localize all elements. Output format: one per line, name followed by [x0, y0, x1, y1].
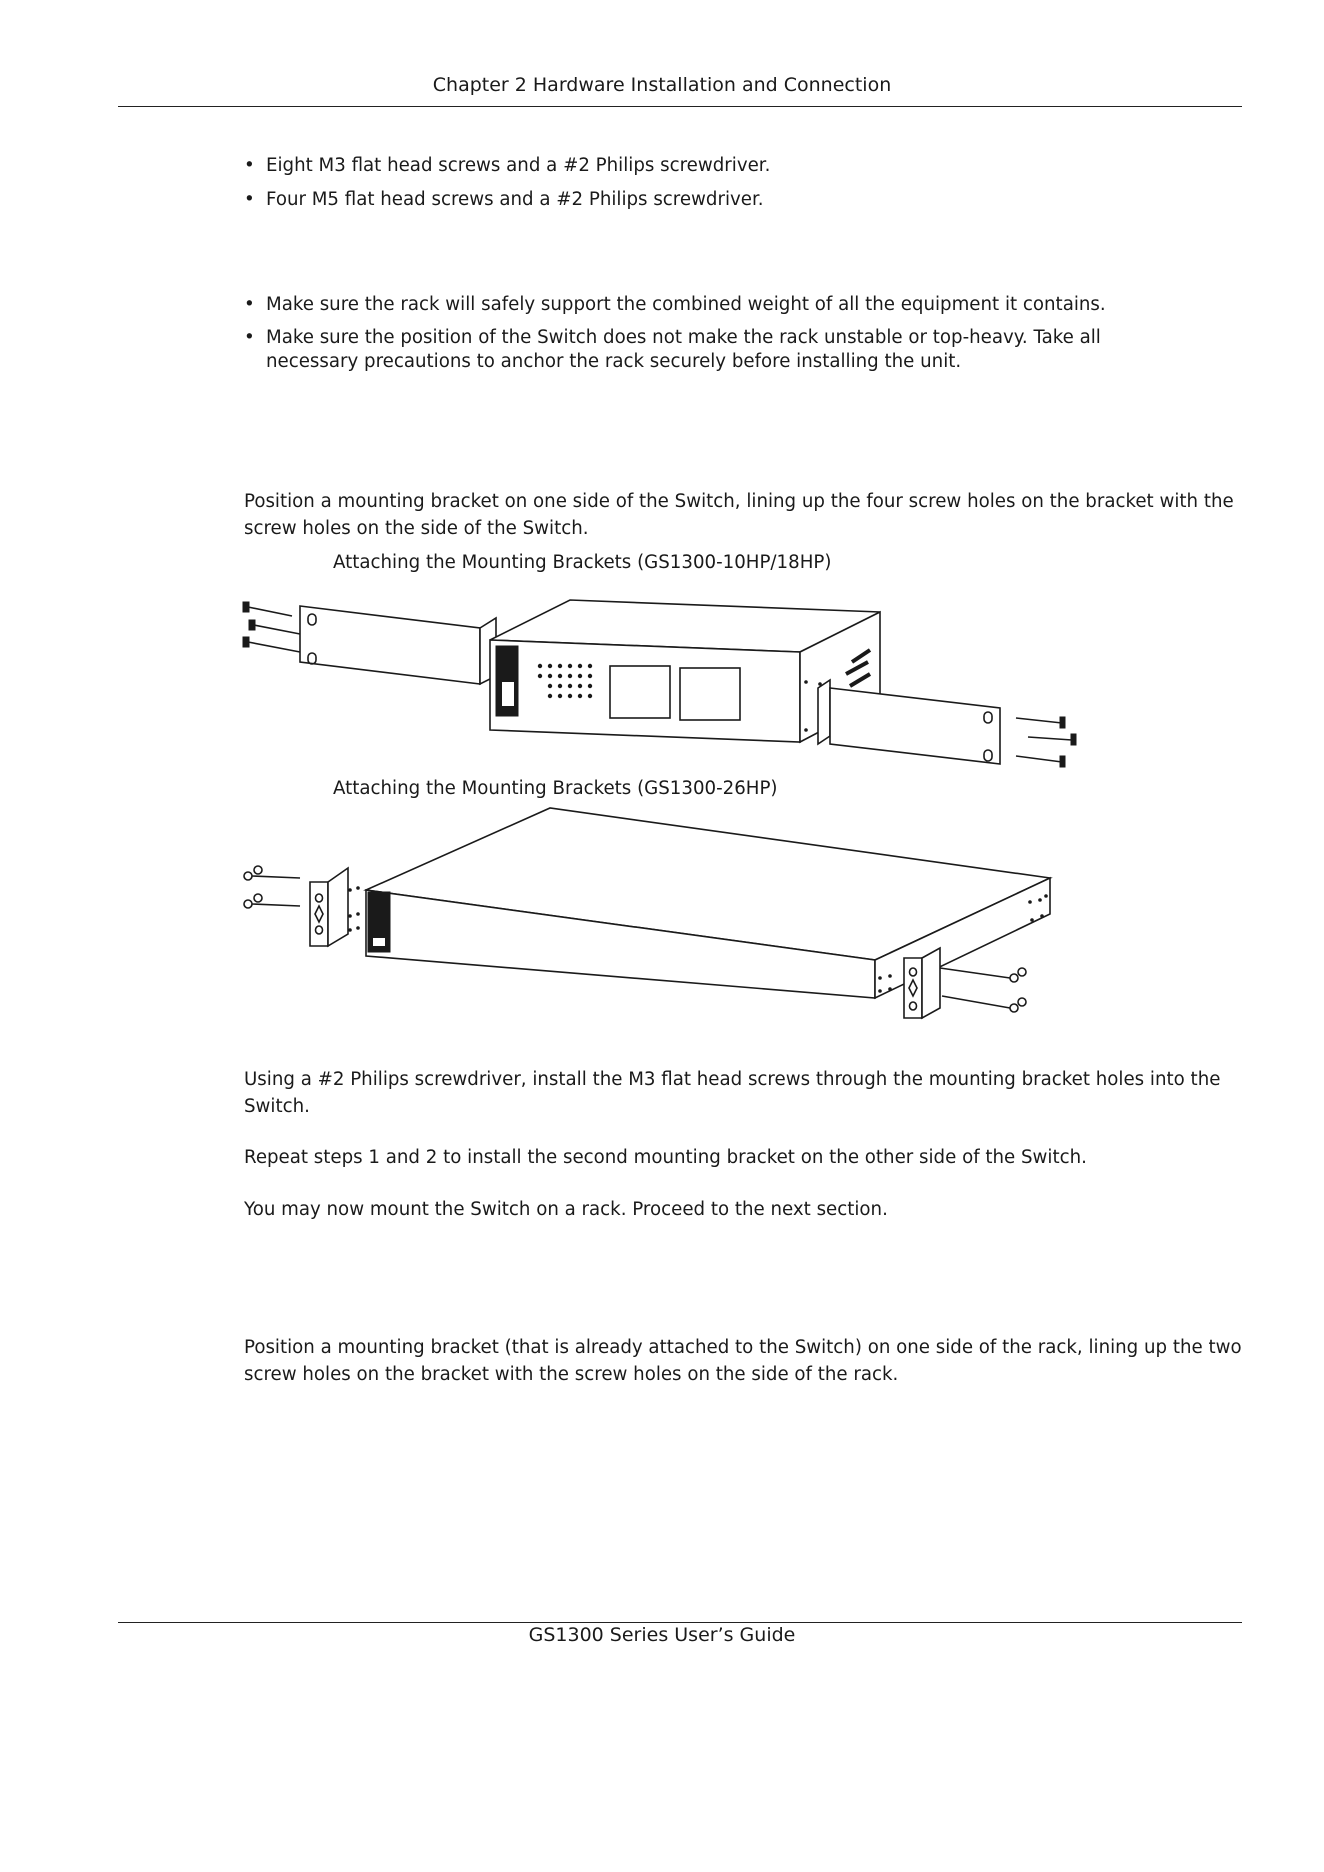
step-proceed: You may now mount the Switch on a rack. Proceed to the next section.: [244, 1199, 888, 1220]
requirements-list: [244, 153, 1204, 213]
step-repeat: Repeat steps 1 and 2 to install the second mounting bracket on the other side of the Switch.: [244, 1147, 1087, 1168]
page-header-title: Chapter 2 Hardware Installation and Connection: [432, 74, 892, 96]
figure-bracket-attach-10hp: [240, 600, 1080, 775]
footer-rule: [118, 1622, 1242, 1623]
list-item: • Make sure the position of the Switch does not make the rack unstable or top-heavy. Take all necessary precautions to anchor the rack securely before installing the unit.: [244, 326, 1174, 374]
right-mounting-bracket: [904, 948, 940, 1018]
switch-chassis: [348, 808, 1050, 998]
step-position-bracket: Position a mounting bracket on one side of the Switch, lining up the four screw holes on the bracket with the screw holes on the side of the Switch.: [244, 491, 1234, 539]
screw-icon: [244, 866, 300, 908]
figure-caption: Attaching the Mounting Brackets (GS1300-10HP/18HP): [333, 552, 832, 573]
left-mounting-bracket: [300, 606, 496, 684]
right-mounting-bracket: [818, 680, 1000, 764]
precautions-list: [244, 292, 1174, 374]
list-item: • Eight M3 flat head screws and a #2 Philips screwdriver.: [244, 153, 1204, 179]
page-footer-title: GS1300 Series User’s Guide: [528, 1624, 796, 1646]
list-item: • Four M5 flat head screws and a #2 Philips screwdriver.: [244, 187, 1204, 213]
step-position-rack: Position a mounting bracket (that is already attached to the Switch) on one side of the rack, lining up the two screw holes on the bracket with the screw holes on the side of the rack.: [244, 1337, 1242, 1385]
screw-icon: [1016, 717, 1076, 767]
screw-icon: [940, 968, 1026, 1012]
screw-icon: [243, 602, 300, 652]
header-rule: [118, 106, 1242, 107]
figure-caption: Attaching the Mounting Brackets (GS1300-26HP): [333, 778, 778, 799]
figure-bracket-attach-26hp: [240, 808, 1080, 1040]
step-install-screws: Using a #2 Philips screwdriver, install the M3 flat head screws through the mounting bracket holes into the Switch.: [244, 1069, 1221, 1117]
list-item: • Make sure the rack will safely support the combined weight of all the equipment it contains.: [244, 292, 1174, 318]
left-mounting-bracket: [310, 868, 348, 946]
